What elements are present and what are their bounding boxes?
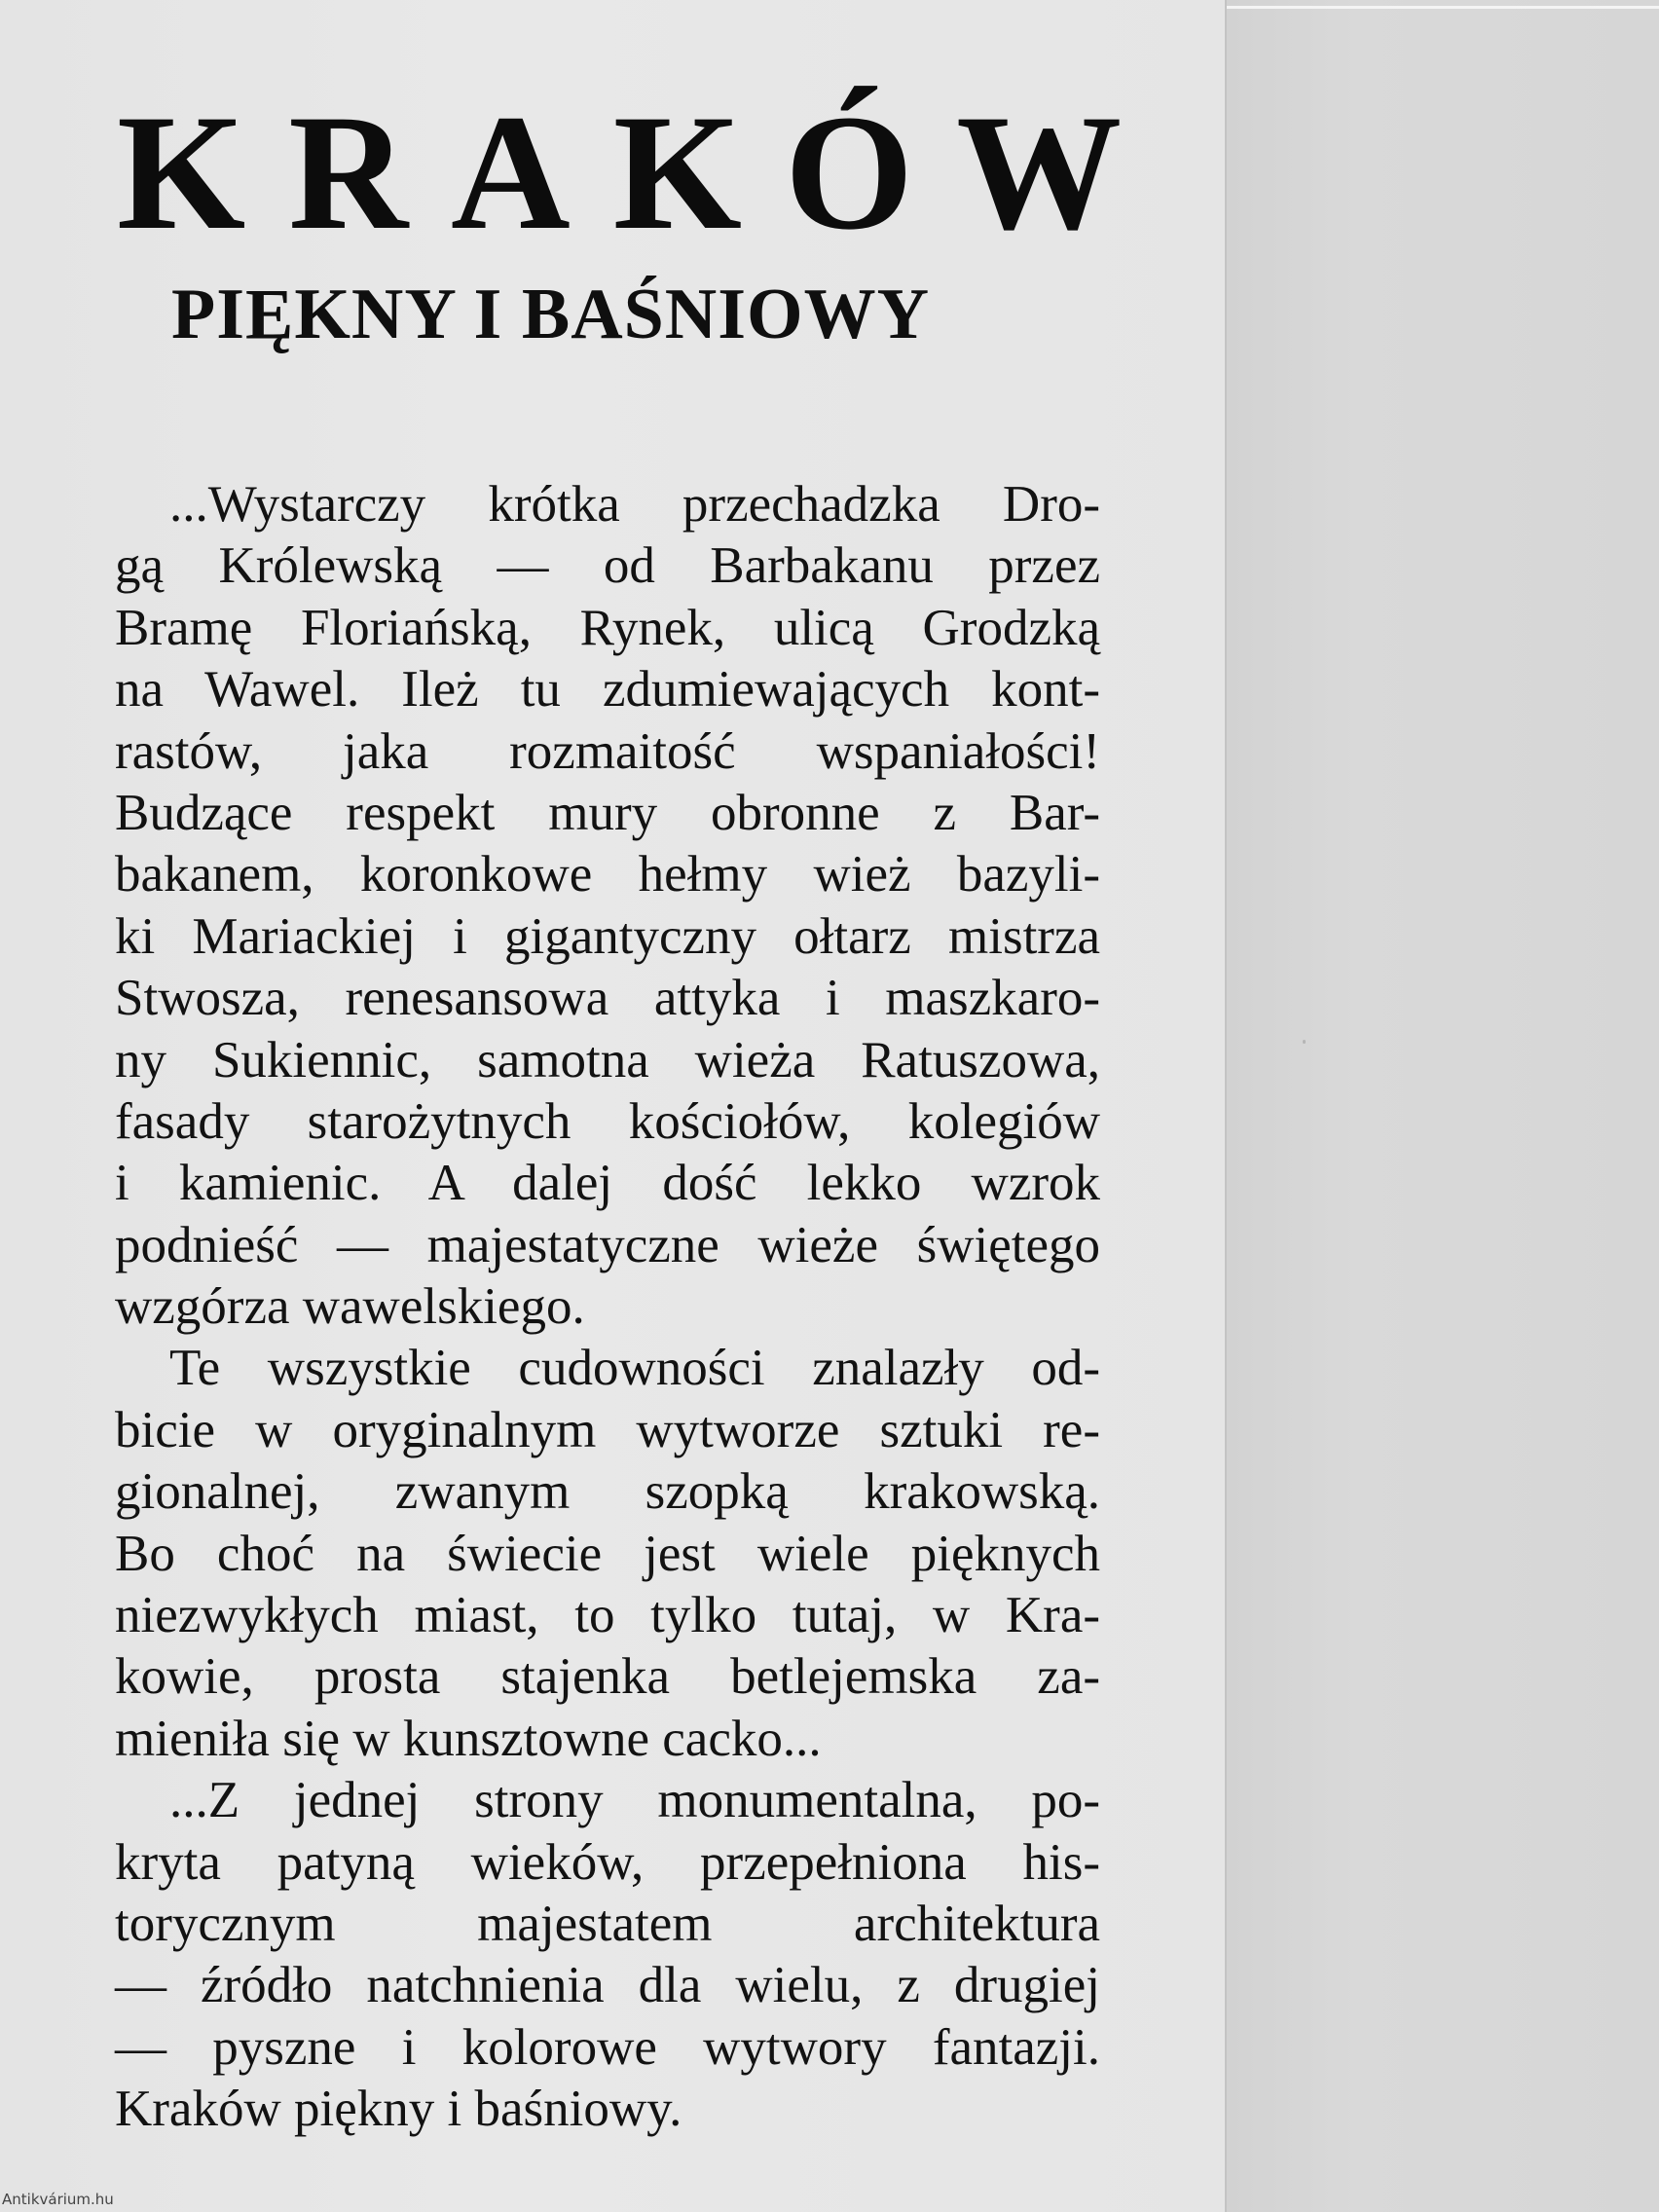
text-line: Stwosza, renesansowa attyka i maszkaro- (115, 970, 1100, 1027)
text-line: Kraków piękny i baśniowy. (115, 2081, 682, 2138)
page-title: KRAKÓW (117, 81, 1165, 264)
text-line: Bramę Floriańską, Rynek, ulicą Grodzką (115, 599, 1100, 656)
body-text (115, 474, 1100, 2141)
text-line: bakanem, koronkowe hełmy wież bazyli- (115, 846, 1100, 903)
text-line: i kamienic. A dalej dość lekko wzrok (115, 1155, 1100, 1212)
adjacent-blank-page (1227, 0, 1659, 2212)
text-line: kowie, prosta stajenka betlejemska za- (115, 1648, 1100, 1706)
text-line: wzgórza wawelskiego. (115, 1278, 585, 1336)
text-line: ny Sukiennic, samotna wieża Ratuszowa, (115, 1031, 1100, 1088)
text-line: ki Mariackiej i gigantyczny ołtarz mistrza (115, 907, 1100, 965)
text-line: niezwykłych miast, to tylko tutaj, w Kra- (115, 1587, 1100, 1644)
text-line: Bo choć na świecie jest wiele pięknych (115, 1525, 1100, 1582)
text-line: kryta patyną wieków, przepełniona his- (115, 1833, 1100, 1891)
text-line: fasady starożytnych kościołów, kolegiów (115, 1092, 1100, 1150)
text-line: rastów, jaka rozmaitość wspaniałości! (115, 722, 1100, 780)
text-line: ...Z jednej strony monumentalna, po- (169, 1772, 1100, 1829)
dust-speck (1303, 1040, 1306, 1044)
text-line: torycznym majestatem architektura (115, 1895, 1100, 1952)
text-line: — pyszne i kolorowe wytwory fantazji. (115, 2018, 1100, 2076)
text-line: gionalnej, zwanym szopką krakowską. (115, 1463, 1100, 1521)
text-line: mieniła się w kunsztowne cacko... (115, 1710, 822, 1767)
text-line: — źródło natchnienia dla wielu, z drugiej (115, 1957, 1100, 2014)
watermark: Antikvárium.hu (2, 2191, 114, 2208)
text-line: gą Królewską — od Barbakanu przez (115, 537, 1100, 595)
page-top-highlight (1227, 6, 1659, 9)
text-line: podnieść — majestatyczne wieże świętego (115, 1216, 1100, 1273)
text-line: bicie w oryginalnym wytworze sztuki re- (115, 1401, 1100, 1458)
text-line: Budzące respekt mury obronne z Bar- (115, 784, 1100, 841)
page-subtitle: PIĘKNY I BAŚNIOWY (171, 275, 931, 354)
text-line: ...Wystarczy krótka przechadzka Dro- (169, 476, 1100, 533)
text-line: Te wszystkie cudowności znalazły od- (169, 1340, 1100, 1397)
text-line: na Wawel. Ileż tu zdumiewających kont- (115, 661, 1100, 719)
